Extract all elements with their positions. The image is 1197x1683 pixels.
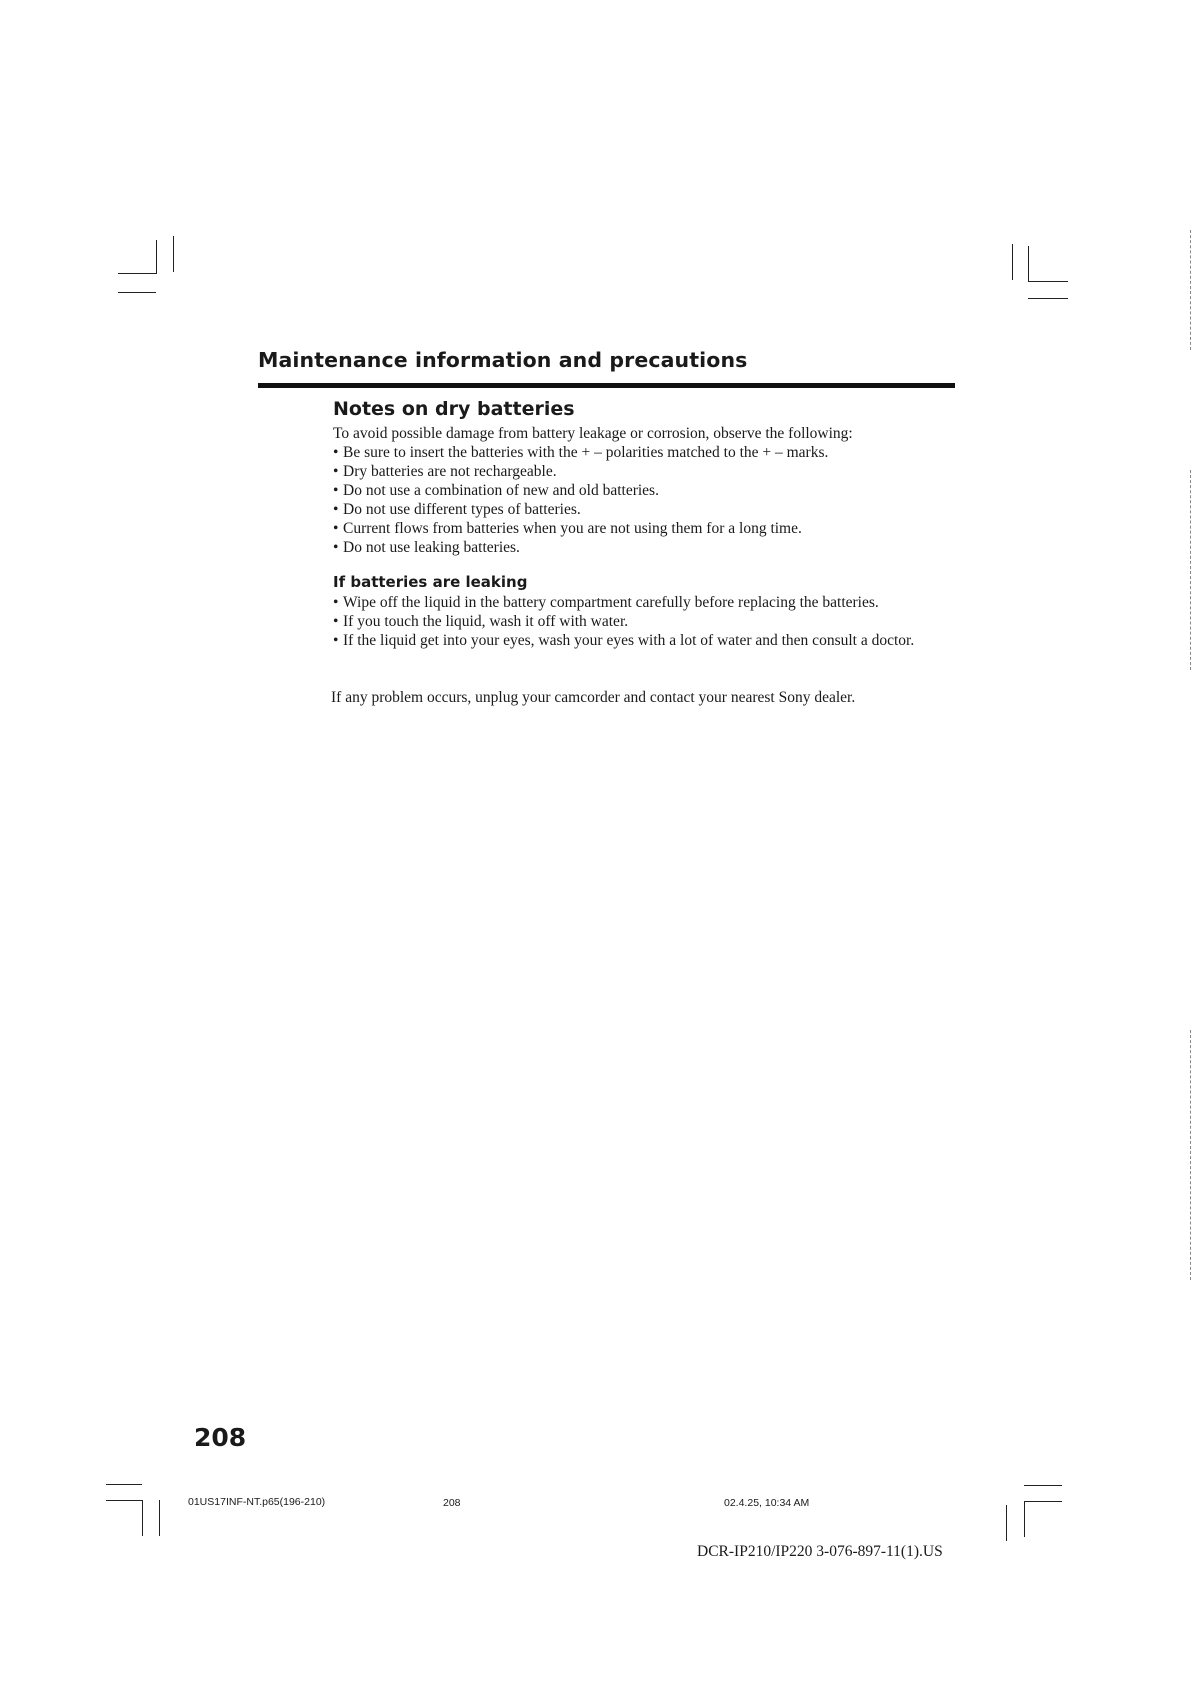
notes-intro: To avoid possible damage from battery leakage or corrosion, observe the following:: [333, 425, 853, 442]
section-title: Maintenance information and precautions: [258, 348, 748, 372]
leaking-section: [333, 593, 953, 650]
leaking-list: [333, 593, 953, 650]
notes-list: [333, 443, 853, 557]
crop-mark-bottom-right-h: [1024, 1485, 1062, 1486]
page-number: 208: [194, 1423, 247, 1452]
footer-page: 208: [443, 1497, 461, 1509]
scan-edge-artifact: [1190, 1030, 1191, 1280]
closing-text: If any problem occurs, unplug your camcorder and contact your nearest Sony dealer.: [331, 689, 856, 706]
list-item: • If the liquid get into your eyes, wash your eyes with a lot of water and then consult a doctor.: [333, 631, 953, 650]
crop-mark-bottom-right-v: [1024, 1501, 1025, 1537]
list-item: • Do not use different types of batteries.: [333, 500, 853, 519]
crop-mark-top-right-v2: [1028, 246, 1029, 282]
footer-file: 01US17INF-NT.p65(196-210): [188, 1496, 326, 1508]
list-item: • Wipe off the liquid in the battery compartment carefully before replacing the batteries.: [333, 593, 953, 612]
crop-mark-top-left-v: [156, 240, 157, 274]
list-item: • If you touch the liquid, wash it off with water.: [333, 612, 953, 631]
title-rule: [258, 383, 955, 388]
list-item: • Do not use a combination of new and old batteries.: [333, 481, 853, 500]
crop-mark-top-left-h2: [118, 292, 156, 293]
model-code: DCR-IP210/IP220 3-076-897-11(1).US: [697, 1543, 943, 1560]
crop-mark-top-right-h2: [1028, 298, 1068, 299]
list-item: • Do not use leaking batteries.: [333, 538, 853, 557]
footer-timestamp: 02.4.25, 10:34 AM: [724, 1497, 810, 1509]
scan-edge-artifact: [1190, 230, 1191, 350]
list-item: • Be sure to insert the batteries with the + – polarities matched to the + – marks.: [333, 443, 853, 462]
list-item: • Current flows from batteries when you are not using them for a long time.: [333, 519, 853, 538]
notes-section: [333, 424, 853, 557]
crop-mark-bottom-left-v: [142, 1500, 143, 1536]
crop-mark-bottom-left-h: [106, 1484, 142, 1485]
scan-edge-artifact: [1190, 470, 1191, 670]
crop-mark-bottom-right-v2: [1006, 1505, 1007, 1541]
crop-mark-top-left-h: [118, 273, 156, 274]
crop-mark-bottom-left-h2: [106, 1500, 142, 1501]
notes-heading: Notes on dry batteries: [333, 398, 575, 420]
crop-mark-bottom-left-v2: [159, 1500, 160, 1536]
crop-mark-top-left-v2: [173, 236, 174, 272]
crop-mark-bottom-right-h2: [1024, 1501, 1062, 1502]
leaking-heading: If batteries are leaking: [333, 573, 528, 591]
crop-mark-top-right-v: [1012, 244, 1013, 280]
crop-mark-top-right-h: [1028, 281, 1068, 282]
list-item: • Dry batteries are not rechargeable.: [333, 462, 853, 481]
